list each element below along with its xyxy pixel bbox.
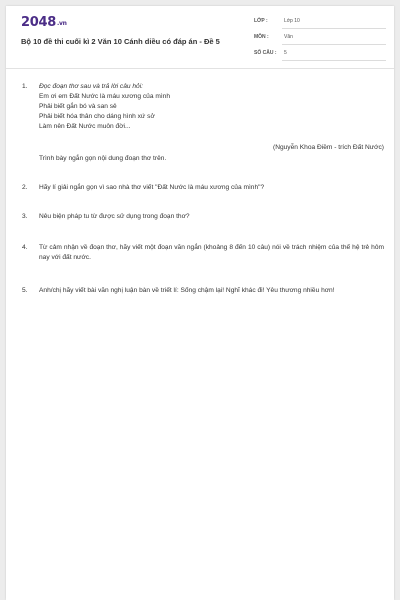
- meta-class-row: [254, 15, 386, 29]
- poem-line: Phải biết gắn bó và san sẻ: [39, 103, 117, 110]
- meta-class-value: Lớp 10: [284, 18, 300, 24]
- meta-subject-label: MÔN :: [254, 34, 269, 40]
- meta-count-underline: [282, 60, 386, 61]
- meta-subject-value: Văn: [284, 34, 293, 40]
- meta-subject-underline: [282, 44, 386, 45]
- question-number: 2.: [22, 184, 28, 191]
- poem-line: Làm nên Đất Nước muôn đời...: [39, 123, 131, 130]
- meta-class-label: LỚP :: [254, 18, 268, 24]
- meta-count-label: SỐ CÂU :: [254, 50, 277, 56]
- poem-line: Em ơi em Đất Nước là máu xương của mình: [39, 93, 171, 100]
- logo-sub-text: .vn: [56, 20, 67, 27]
- question-number: 4.: [22, 244, 28, 251]
- poem-line: Phải biết hóa thân cho dáng hình xứ sở: [39, 113, 155, 120]
- poem-attribution: (Nguyễn Khoa Điềm - trích Đất Nước): [273, 144, 384, 151]
- question-number: 5.: [22, 287, 28, 294]
- question-number: 1.: [22, 83, 28, 90]
- meta-count-value: 5: [284, 50, 287, 56]
- logo-main-text: 2048: [21, 15, 56, 30]
- site-logo[interactable]: [21, 15, 67, 30]
- meta-class-underline: [282, 28, 386, 29]
- meta-count-row: [254, 47, 386, 61]
- question-number: 3.: [22, 213, 28, 220]
- question-instruction: Đọc đoạn thơ sau và trả lời câu hỏi:: [39, 83, 144, 90]
- document-title: Bộ 10 đề thi cuối kì 2 Văn 10 Cánh diều có đáp án - Đề 5: [21, 37, 220, 46]
- question-text: Nêu biện pháp tu từ được sử dụng trong đoạn thơ?: [39, 213, 190, 220]
- question-text: Hãy lí giải ngắn gọn vì sao nhà thơ viết "Đất Nước là máu xương của mình"?: [39, 184, 265, 191]
- poem-attribution-row: [22, 143, 384, 153]
- question-text: Từ cảm nhận về đoạn thơ, hãy viết một đoạn văn ngắn (khoảng 8 đến 10 câu) nói về trách nhiệm của thế hệ trẻ hôm nay với đất nước.: [39, 244, 384, 261]
- question-text: Anh/chị hãy viết bài văn nghị luận bàn về triết lí: Sống chậm lại! Nghĩ khác đi! Yêu thương nhiều hơn!: [39, 287, 335, 294]
- question-body: [39, 82, 384, 132]
- document-header: [6, 6, 394, 69]
- question-task: Trình bày ngắn gọn nội dung đoạn thơ trên.: [39, 155, 167, 162]
- meta-subject-row: [254, 31, 386, 45]
- document-page: [6, 6, 394, 600]
